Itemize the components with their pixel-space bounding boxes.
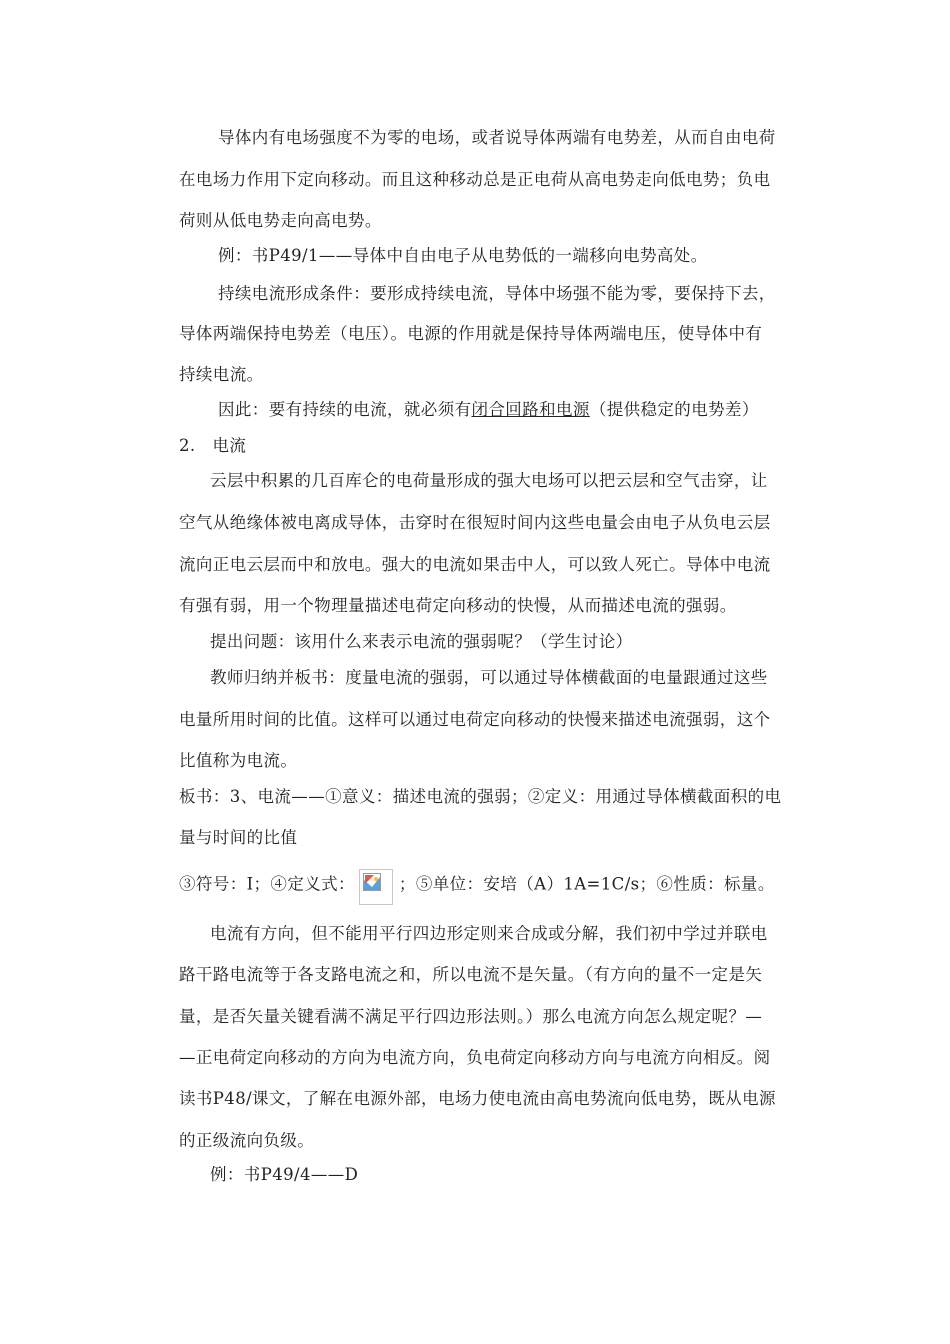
paragraph-line: 教师归纳并板书：度量电流的强弱，可以通过导体横截面的电量跟通过这些 xyxy=(210,668,768,687)
board-line xyxy=(179,869,775,901)
paragraph-line: 流向正电云层而中和放电。强大的电流如果击中人，可以致人死亡。导体中电流 xyxy=(179,555,771,574)
paragraph-line: 持续电流。 xyxy=(179,365,264,384)
paragraph-line: 导体两端保持电势差（电压）。电源的作用就是保持导体两端电压，使导体中有 xyxy=(179,324,763,343)
broken-image-icon xyxy=(359,869,393,905)
example-line: 例：书P49/1——导体中自由电子从电势低的一端移向电势高处。 xyxy=(218,246,708,265)
paragraph-line: 量，是否矢量关键看满不满足平行四边形法则。）那么电流方向怎么规定呢？— xyxy=(179,1007,763,1026)
paragraph-line: 在电场力作用下定向移动。而且这种移动总是正电荷从高电势走向低电势；负电 xyxy=(179,170,771,189)
text-span: （提供稳定的电势差） xyxy=(589,400,759,419)
paragraph-line: 云层中积累的几百库仑的电荷量形成的强大电场可以把云层和空气击穿，让 xyxy=(210,471,768,490)
paragraph-line: 的正级流向负级。 xyxy=(179,1131,315,1150)
example-line: 例：书P49/4——D xyxy=(210,1165,359,1184)
text-span: ；⑤单位：安培（A）1A=1C/s；⑥性质：标量。 xyxy=(398,874,775,894)
paragraph-line: 提出问题：该用什么来表示电流的强弱呢？（学生讨论） xyxy=(210,632,633,651)
paragraph-line: 电量所用时间的比值。这样可以通过电荷定向移动的快慢来描述电流强弱，这个 xyxy=(179,710,771,729)
paragraph-line: —正电荷定向移动的方向为电流方向，负电荷定向移动方向与电流方向相反。阅 xyxy=(179,1048,771,1067)
paragraph-line: 导体内有电场强度不为零的电场，或者说导体两端有电势差，从而自由电荷 xyxy=(218,128,776,147)
paragraph-line: 路干路电流等于各支路电流之和，所以电流不是矢量。（有方向的量不一定是矢 xyxy=(179,965,763,984)
paragraph-line: 荷则从低电势走向高电势。 xyxy=(179,211,382,230)
paragraph-line: 空气从绝缘体被电离成导体，击穿时在很短时间内这些电量会由电子从负电云层 xyxy=(179,513,771,532)
paragraph-line xyxy=(218,399,759,421)
text-span: ③符号：I；④定义式： xyxy=(179,874,355,894)
paragraph-line: 读书P48/课文，了解在电源外部，电场力使电流由高电势流向低电势，既从电源 xyxy=(179,1089,776,1108)
paragraph-line: 有强有弱，用一个物理量描述电荷定向移动的快慢，从而描述电流的强弱。 xyxy=(179,596,737,615)
paragraph-line: 比值称为电流。 xyxy=(179,751,298,770)
underlined-text: 闭合回路和电源 xyxy=(471,400,590,419)
text-span: 因此：要有持续的电流，就必须有 xyxy=(218,400,472,419)
paragraph-line: 电流有方向，但不能用平行四边形定则来合成或分解，我们初中学过并联电 xyxy=(210,924,768,943)
board-line: 板书：3、电流——①意义：描述电流的强弱；②定义：用通过导体横截面积的电 xyxy=(179,787,782,806)
board-line: 量与时间的比值 xyxy=(179,828,298,847)
section-heading: 2. 电流 xyxy=(179,436,247,455)
paragraph-line: 持续电流形成条件：要形成持续电流，导体中场强不能为零，要保持下去， xyxy=(218,284,776,303)
